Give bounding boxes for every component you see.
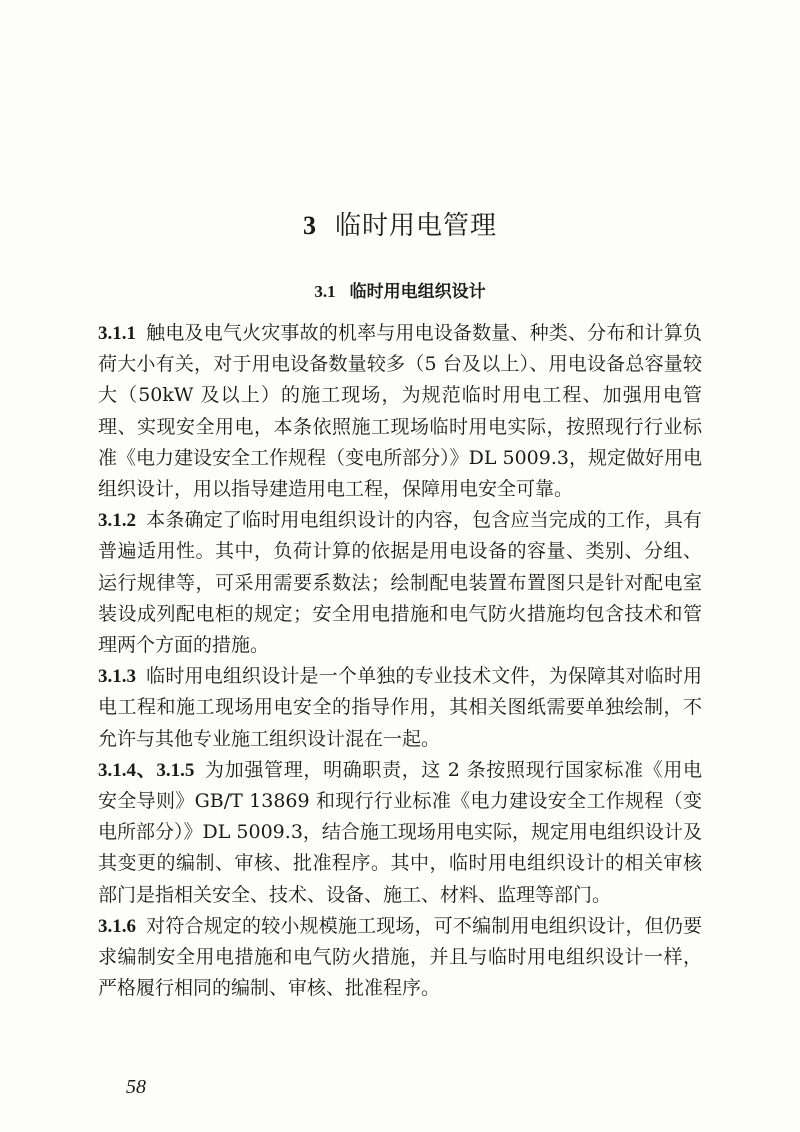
chapter-title-text: 临时用电管理 bbox=[334, 211, 497, 241]
clause-text: 本条确定了临时用电组织设计的内容，包含应当完成的工作，具有普遍适用性。其中，负荷计算的依据是用电设备的容量、类别、分组、运行规律等，可采用需要系数法；绘制配电装置布置图只是针对配电室装设成列配电柜的规定；安全用电措施和电气防火措施均包含技术和管理两个方面的措施。 bbox=[98, 509, 702, 657]
clause-number: 3.1.3 bbox=[98, 666, 136, 688]
clause-3-1-4-5 bbox=[98, 755, 702, 911]
clause-text: 触电及电气火灾事故的机率与用电设备数量、种类、分布和计算负荷大小有关，对于用电设备数量较多（5 台及以上）、用电设备总容量较大（50kW 及以上）的施工现场，为规范临时用电工程、加强用电管理、实现安全用电，本条依照施工现场临时用电实际，按照现行行业标准《电力建设安全工作规程（变电所部分）》DL 5009.3，规定做好用电组织设计，用以指导建造用电工程，保障用电安全可靠。 bbox=[98, 322, 702, 501]
section-number: 3.1 bbox=[314, 282, 336, 301]
clause-number: 3.1.1 bbox=[98, 323, 136, 344]
clause-text: 为加强管理，明确职责，这 2 条按照现行国家标准《用电安全导则》GB/T 13869 和现行行业标准《电力建设安全工作规程（变电所部分）》DL 5009.3，结合施工现场用电实际，规定用电组织设计及其变更的编制、审核、批准程序。其中，临时用电组织设计的相关审核部门是指相关安全、技术、设备、施工、材料、监理等部门。 bbox=[98, 758, 702, 906]
body-text bbox=[98, 318, 702, 1004]
clause-text: 临时用电组织设计是一个单独的专业技术文件，为保障其对临时用电工程和施工现场用电安全的指导作用，其相关图纸需要单独绘制，不允许与其他专业施工组织设计混在一起。 bbox=[98, 665, 702, 750]
section-title bbox=[0, 277, 800, 302]
chapter-title bbox=[0, 205, 800, 242]
clause-3-1-1 bbox=[98, 318, 702, 505]
page-number: 58 bbox=[126, 1076, 146, 1098]
clause-number: 3.1.2 bbox=[98, 510, 136, 532]
clause-number: 3.1.6 bbox=[98, 915, 136, 937]
section-title-text: 临时用电组织设计 bbox=[349, 282, 486, 302]
clause-text: 对符合规定的较小规模施工现场，可不编制用电组织设计，但仍要求编制安全用电措施和电气防火措施，并且与临时用电组织设计一样，严格履行相同的编制、审核、批准程序。 bbox=[98, 914, 702, 1000]
clause-3-1-3 bbox=[98, 661, 702, 755]
clause-number: 3.1.4、3.1.5 bbox=[98, 759, 195, 781]
clause-3-1-6 bbox=[98, 911, 702, 1005]
chapter-number: 3 bbox=[302, 211, 317, 240]
clause-3-1-2 bbox=[98, 505, 702, 661]
